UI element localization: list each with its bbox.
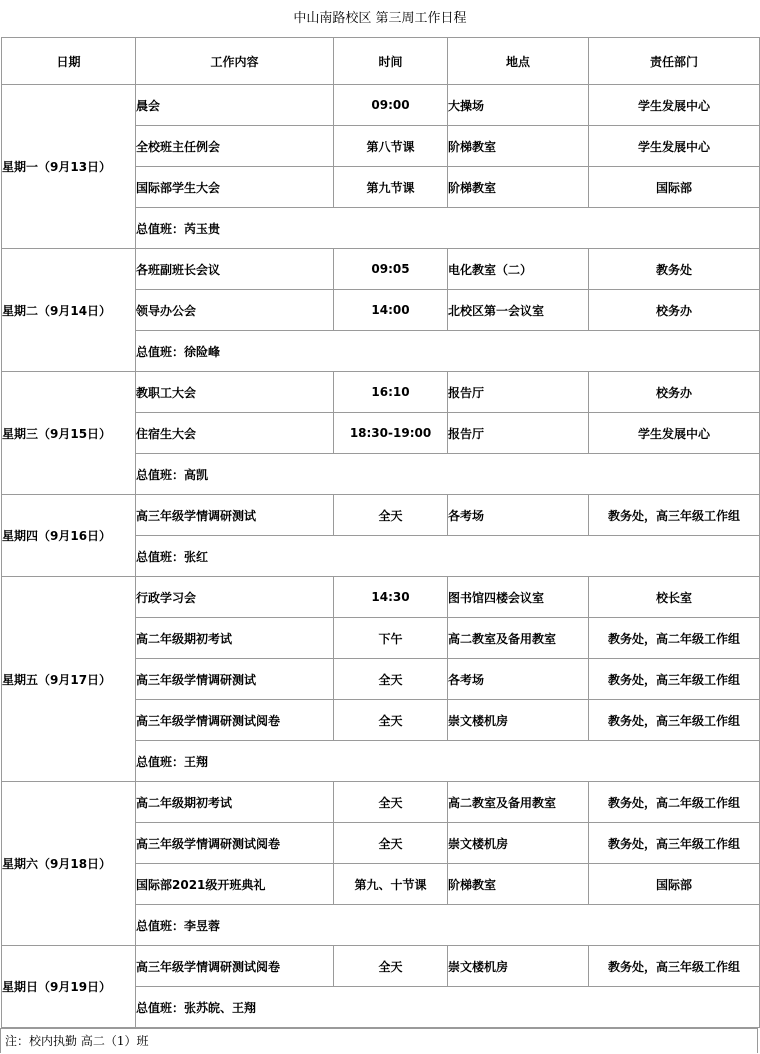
header-content: 工作内容: [136, 38, 334, 85]
item-dept-cell: 学生发展中心: [589, 85, 760, 126]
duty-officer-cell: 总值班：张苏皖、王翔: [136, 987, 760, 1028]
item-time-cell: 09:05: [334, 249, 448, 290]
day-date-cell: 星期一（9月13日）: [2, 85, 136, 249]
item-time-cell: 全天: [334, 782, 448, 823]
item-place-cell: 阶梯教室: [448, 167, 589, 208]
item-dept-cell: 学生发展中心: [589, 126, 760, 167]
item-place-cell: 电化教室（二）: [448, 249, 589, 290]
item-dept-cell: 教务处: [589, 249, 760, 290]
item-dept-cell: 教务处，高三年级工作组: [589, 946, 760, 987]
item-place-cell: 各考场: [448, 659, 589, 700]
day-date-cell: 星期六（9月18日）: [2, 782, 136, 946]
item-place-cell: 崇文楼机房: [448, 700, 589, 741]
item-time-cell: 14:00: [334, 290, 448, 331]
item-dept-cell: 教务处，高三年级工作组: [589, 659, 760, 700]
schedule-body: [2, 85, 760, 1028]
item-time-cell: 全天: [334, 495, 448, 536]
duty-officer-cell: 总值班：张红: [136, 536, 760, 577]
item-dept-cell: 教务处，高三年级工作组: [589, 700, 760, 741]
item-content-cell: 领导办公会: [136, 290, 334, 331]
header-row: [2, 38, 760, 85]
item-content-cell: 各班副班长会议: [136, 249, 334, 290]
item-time-cell: 全天: [334, 659, 448, 700]
duty-officer-cell: 总值班：徐险峰: [136, 331, 760, 372]
item-place-cell: 阶梯教室: [448, 864, 589, 905]
item-place-cell: 高二教室及备用教室: [448, 782, 589, 823]
table-row: [2, 577, 760, 618]
header-date: 日期: [2, 38, 136, 85]
day-date-cell: 星期三（9月15日）: [2, 372, 136, 495]
header-dept: 责任部门: [589, 38, 760, 85]
item-content-cell: 教职工大会: [136, 372, 334, 413]
header-time: 时间: [334, 38, 448, 85]
item-place-cell: 阶梯教室: [448, 126, 589, 167]
item-time-cell: 16:10: [334, 372, 448, 413]
item-content-cell: 高二年级期初考试: [136, 782, 334, 823]
header-place: 地点: [448, 38, 589, 85]
item-time-cell: 14:30: [334, 577, 448, 618]
item-time-cell: 全天: [334, 700, 448, 741]
item-dept-cell: 校务办: [589, 290, 760, 331]
item-dept-cell: 国际部: [589, 864, 760, 905]
item-place-cell: 图书馆四楼会议室: [448, 577, 589, 618]
item-dept-cell: 校长室: [589, 577, 760, 618]
item-content-cell: 高三年级学情调研测试: [136, 495, 334, 536]
schedule-table: [1, 37, 760, 1028]
item-place-cell: 报告厅: [448, 413, 589, 454]
item-dept-cell: 教务处，高二年级工作组: [589, 618, 760, 659]
item-dept-cell: 教务处，高二年级工作组: [589, 782, 760, 823]
item-dept-cell: 教务处，高三年级工作组: [589, 823, 760, 864]
item-content-cell: 国际部学生大会: [136, 167, 334, 208]
page-title: 中山南路校区 第三周工作日程: [293, 11, 467, 26]
item-dept-cell: 校务办: [589, 372, 760, 413]
item-place-cell: 崇文楼机房: [448, 823, 589, 864]
item-content-cell: 高三年级学情调研测试阅卷: [136, 823, 334, 864]
item-place-cell: 崇文楼机房: [448, 946, 589, 987]
item-dept-cell: 教务处，高三年级工作组: [589, 495, 760, 536]
item-place-cell: 大操场: [448, 85, 589, 126]
footer-note: 注：校内执勤 高二（1）班: [0, 1028, 758, 1053]
item-dept-cell: 国际部: [589, 167, 760, 208]
item-time-cell: 全天: [334, 946, 448, 987]
item-time-cell: 第八节课: [334, 126, 448, 167]
item-time-cell: 第九节课: [334, 167, 448, 208]
item-content-cell: 行政学习会: [136, 577, 334, 618]
table-row: [2, 249, 760, 290]
duty-officer-cell: 总值班：王翔: [136, 741, 760, 782]
duty-officer-cell: 总值班：芮玉贵: [136, 208, 760, 249]
table-row: [2, 782, 760, 823]
duty-officer-cell: 总值班：高凯: [136, 454, 760, 495]
item-content-cell: 高三年级学情调研测试阅卷: [136, 946, 334, 987]
item-content-cell: 国际部2021级开班典礼: [136, 864, 334, 905]
item-content-cell: 高三年级学情调研测试: [136, 659, 334, 700]
item-place-cell: 报告厅: [448, 372, 589, 413]
day-date-cell: 星期四（9月16日）: [2, 495, 136, 577]
duty-officer-cell: 总值班：李昱蓉: [136, 905, 760, 946]
table-row: [2, 85, 760, 126]
day-date-cell: 星期日（9月19日）: [2, 946, 136, 1028]
table-row: [2, 946, 760, 987]
item-content-cell: 全校班主任例会: [136, 126, 334, 167]
item-content-cell: 住宿生大会: [136, 413, 334, 454]
item-content-cell: 高三年级学情调研测试阅卷: [136, 700, 334, 741]
item-place-cell: 高二教室及备用教室: [448, 618, 589, 659]
table-row: [2, 495, 760, 536]
item-time-cell: 下午: [334, 618, 448, 659]
item-place-cell: 各考场: [448, 495, 589, 536]
item-place-cell: 北校区第一会议室: [448, 290, 589, 331]
item-content-cell: 高二年级期初考试: [136, 618, 334, 659]
item-time-cell: 第九、十节课: [334, 864, 448, 905]
item-dept-cell: 学生发展中心: [589, 413, 760, 454]
item-content-cell: 晨会: [136, 85, 334, 126]
item-time-cell: 09:00: [334, 85, 448, 126]
day-date-cell: 星期五（9月17日）: [2, 577, 136, 782]
day-date-cell: 星期二（9月14日）: [2, 249, 136, 372]
item-time-cell: 18:30-19:00: [334, 413, 448, 454]
table-row: [2, 372, 760, 413]
item-time-cell: 全天: [334, 823, 448, 864]
